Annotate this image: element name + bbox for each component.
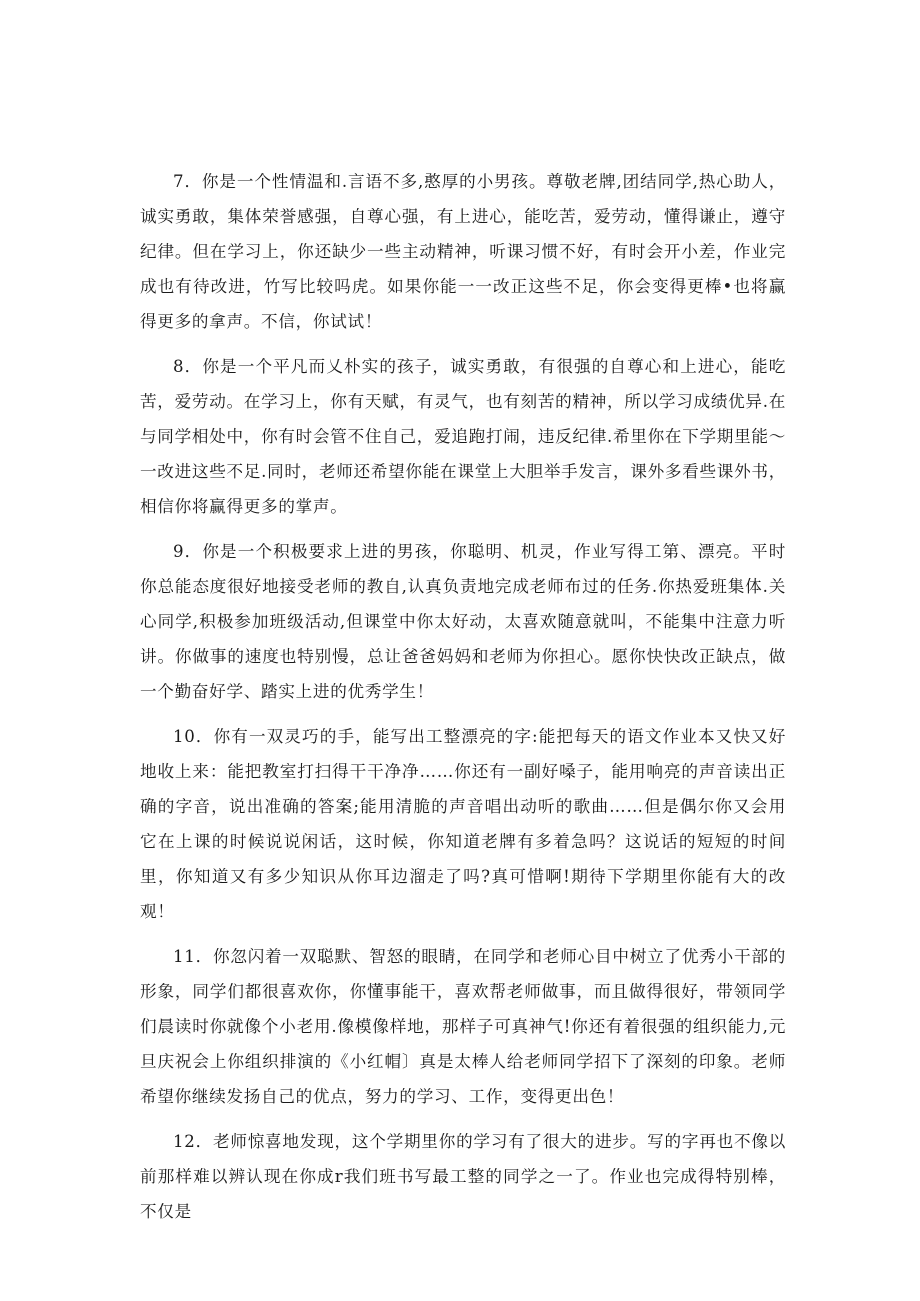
comment-paragraph-7: 7．你是一个性情温和.言语不多,憨厚的小男孩。尊敬老牌,团结同学,热心助人，诚实勇敢，集体荣誉感强，自尊心强，有上进心，能吃苦，爱劳动，懂得谦止，遵守纪律。但在学习上，你还缺少一些主动精神，听课习惯不好，有时会开小差，作业完成也有待改进，竹写比较吗虎。如果你能一一改正这些不足，你会变得更棒•也将赢得更多的拿声。不信，你试试！ [140,172,786,331]
comment-paragraph-11: 11．你忽闪着一双聪默、智怒的眼睛，在同学和老师心目中树立了优秀小干部的形象，同学们都很喜欢你，你懂事能干，喜欢帮老师做事，而且做得很好，带领同学们晨读时你就像个小老用.像模像样地，那样子可真神气!你还有着很强的组织能力,元旦庆祝会上你组织排演的《小红帽〕真是太棒人给老师同学招下了深刻的印象。老师希望你继续发扬自己的优点，努力的学习、工作，变得更出色！ [140,947,786,1106]
comment-paragraph-12: 12．老师惊喜地发现，这个学期里你的学习有了很大的进步。写的字再也不像以前那样难以辨认现在你成r我们班书写最工整的同学之一了。作业也完成得特别棒，不仅是 [140,1132,786,1221]
comment-paragraph-10: 10．你有一双灵巧的手，能写出工整漂亮的字:能把每天的语文作业本又快又好地收上来：能把教室打扫得干干净净……你还有一副好嗓子，能用响亮的声音读出正确的字音，说出准确的答案;能用清脆的声音唱出动听的歌曲……但是偶尔你又会用它在上课的时候说说闲话，这时候，你知道老牌有多着急吗？这说话的短短的时间里，你知道又有多少知识从你耳边溜走了吗?真可惜啊!期待下学期里你能有大的改观！ [140,727,786,921]
comment-paragraph-8: 8．你是一个平凡而乂朴实的孩子，诚实勇敢，有很强的自尊心和上进心，能吃苦，爱劳动。在学习上，你有天赋，有灵气，也有刻苦的精神，所以学习成绩优异.在与同学相处中，你有时会管不住自己，爱追跑打闹，违反纪律.希里你在下学期里能～一改进这些不足.同时，老师还希望你能在课堂上大胆举手发言，课外多看些课外书，相信你将赢得更多的掌声。 [140,357,786,516]
document-body [140,164,786,1239]
comment-paragraph-9: 9．你是一个积极要求上进的男孩，你聪明、机灵，作业写得工第、漂亮。平时你总能态度很好地接受老师的教自,认真负责地完成老师布过的任务.你热爱班集体.关心同学,积极参加班级活动,但课堂中你太好动，太喜欢随意就叫，不能集中注意力听讲。你做事的速度也特别慢，总让爸爸妈妈和老师为你担心。愿你快快改正缺点，做一个勤奋好学、踏实上进的优秀学生！ [140,542,786,701]
